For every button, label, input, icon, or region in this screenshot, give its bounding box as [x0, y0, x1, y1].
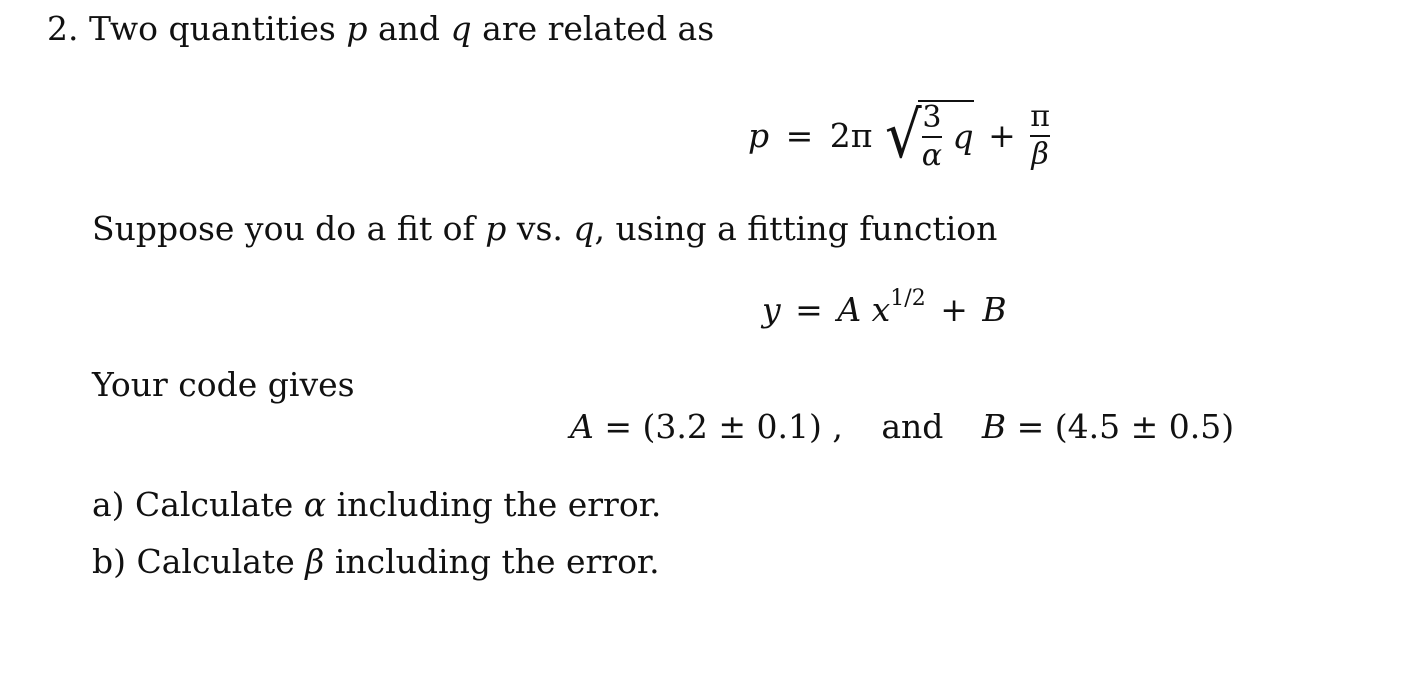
result-intro: Your code gives [92, 365, 355, 404]
part-a [92, 485, 662, 524]
sqrt-sign: √ [885, 98, 922, 173]
part-b-prefix: b) Calculate [92, 542, 295, 581]
eq2-x: x [871, 290, 891, 329]
equation-fit-function [762, 286, 1007, 329]
result-B-value: = (4.5 ± 0.5) [1016, 407, 1235, 446]
eq1-equals: = [785, 116, 814, 155]
eq2-B: B [982, 290, 1007, 329]
result-A-label: A [570, 407, 594, 446]
result-A-value: = (3.2 ± 0.1) , [604, 407, 843, 446]
eq1-plus: + [988, 116, 1016, 155]
fit-p: p [485, 209, 507, 248]
fit-sentence [92, 209, 998, 248]
intro-after: are related as [482, 9, 715, 48]
var-q: q [450, 9, 472, 48]
eq1-frac1 [922, 102, 942, 171]
fit-text-before: Suppose you do a fit of [92, 209, 475, 248]
part-a-prefix: a) Calculate [92, 485, 294, 524]
and-word: and [377, 9, 441, 48]
eq2-exp: 1/2 [890, 286, 926, 311]
eq2-equals: = [795, 290, 823, 329]
eq2-y: y [762, 290, 781, 329]
part-a-var: α [303, 485, 327, 524]
part-a-suffix: including the error. [336, 485, 662, 524]
equation-relation [748, 100, 1050, 192]
frac2-num: π [1030, 99, 1051, 134]
part-b-var: β [305, 542, 325, 581]
fit-q: q [573, 209, 595, 248]
fit-vs: vs. [516, 209, 563, 248]
part-b [92, 542, 660, 581]
part-b-suffix: including the error. [334, 542, 660, 581]
sqrt-body [918, 100, 974, 171]
eq2-A: A [837, 290, 862, 329]
eq1-lhs: p [748, 116, 770, 155]
eq1-sqrt [883, 100, 974, 171]
eq1-frac2 [1030, 101, 1050, 170]
fit-text-after: , using a fitting function [594, 209, 998, 248]
frac1-num: 3 [922, 100, 942, 135]
problem-statement [47, 9, 715, 48]
frac2-den: β [1031, 136, 1049, 172]
eq1-q: q [952, 117, 974, 156]
result-values [570, 407, 1235, 446]
eq2-plus: + [940, 290, 968, 329]
frac1-den: α [921, 137, 943, 173]
result-and: and [881, 407, 944, 446]
problem-number: 2. [47, 9, 79, 48]
var-p: p [346, 9, 368, 48]
intro-text: Two quantities [89, 9, 336, 48]
eq1-coef: 2π [829, 116, 873, 155]
result-B-label: B [981, 407, 1007, 446]
